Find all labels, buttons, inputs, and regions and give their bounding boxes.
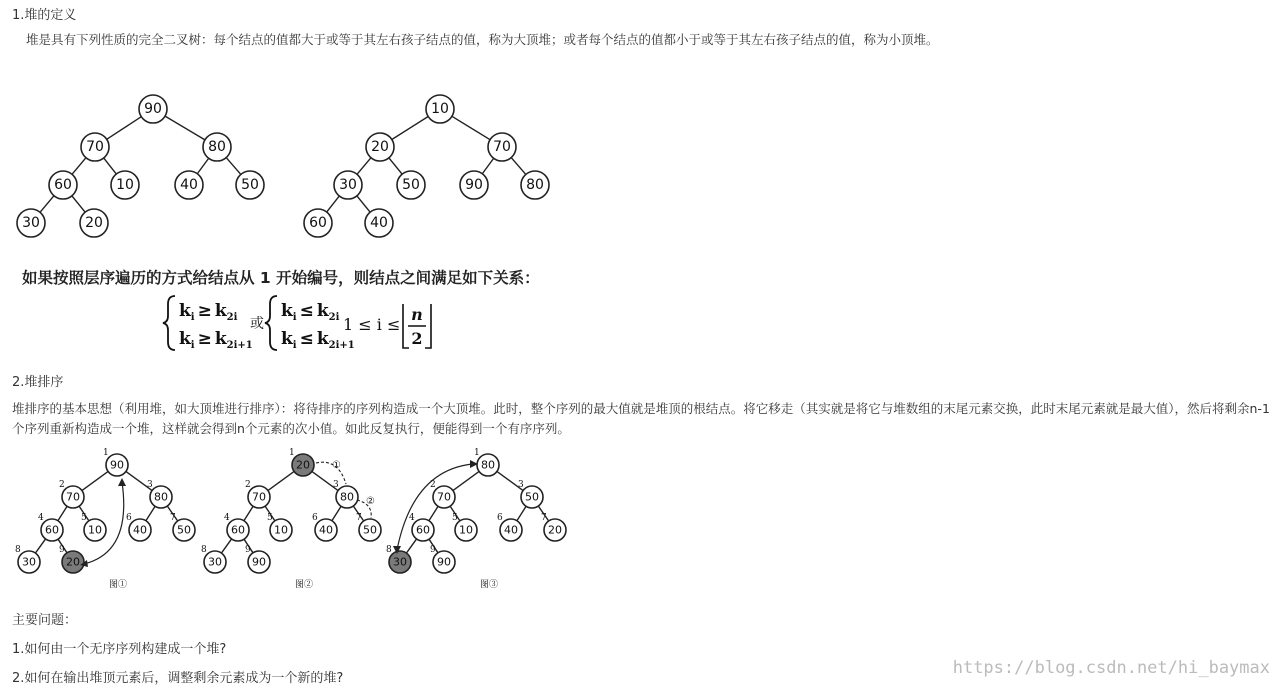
questions-title: 主要问题： <box>12 613 78 628</box>
formula-leq: ≤ <box>299 301 314 321</box>
formula-k: k <box>316 301 329 321</box>
max-heap-diagram <box>10 92 270 252</box>
tree-node-index: 1 <box>474 448 480 458</box>
formula-2i: 2i <box>328 312 340 323</box>
formula-k: k <box>281 301 293 321</box>
heapsort-figure-2 <box>198 448 393 592</box>
tree-node <box>455 519 477 541</box>
tree-node-value: 60 <box>54 177 72 193</box>
tree-edge <box>406 539 416 553</box>
formula-two: 2 <box>411 329 423 348</box>
tree-node-index: 9 <box>245 545 251 555</box>
tree-edge <box>72 196 85 212</box>
tree-node-value: 70 <box>86 139 104 155</box>
tree-node-value: 60 <box>231 523 245 537</box>
tree-node-value: 80 <box>481 458 495 472</box>
tree-node-index: 7 <box>356 513 362 523</box>
tree-node <box>389 551 411 573</box>
formula-i: i <box>190 312 195 323</box>
tree-node-index: 4 <box>38 513 44 523</box>
tree-edge <box>392 116 428 139</box>
tree-node-index: 1 <box>103 448 109 458</box>
tree-node-value: 20 <box>371 139 389 155</box>
tree-node-index: 5 <box>267 513 273 523</box>
tree-edge <box>35 539 45 553</box>
tree-node <box>248 551 270 573</box>
tree-node-index: 7 <box>541 513 547 523</box>
tree-node-value: 50 <box>402 177 420 193</box>
tree-node-index: 8 <box>15 545 21 555</box>
tree-node-value: 40 <box>319 523 333 537</box>
tree-node-value: 40 <box>504 523 518 537</box>
tree-edge <box>58 506 67 520</box>
tree-edge <box>82 471 108 490</box>
tree-node-index: 6 <box>497 513 503 523</box>
tree-edge <box>197 158 208 173</box>
formula-k: k <box>179 301 191 321</box>
tree-node-value: 60 <box>416 523 430 537</box>
tree-node <box>426 95 454 123</box>
tree-node <box>17 209 45 237</box>
tree-node-index: 6 <box>312 513 318 523</box>
tree-node-value: 10 <box>459 523 473 537</box>
formula-k: k <box>214 301 227 321</box>
tree-edge <box>146 506 155 520</box>
formula-k: k <box>316 329 329 349</box>
tree-node <box>412 519 434 541</box>
tree-node <box>150 486 172 508</box>
tree-node-value: 70 <box>66 490 80 504</box>
tree-node-index: 3 <box>147 480 153 490</box>
tree-node <box>236 171 264 199</box>
tree-node <box>81 133 109 161</box>
formula-i: i <box>292 312 297 323</box>
tree-node-value: 50 <box>363 523 377 537</box>
tree-node-value: 70 <box>437 490 451 504</box>
tree-edge <box>357 196 370 212</box>
watermark: https://blog.csdn.net/hi_baymax <box>952 658 1270 678</box>
heapsort-description: 堆排序的基本思想（利用堆，如大顶堆进行排序）：将待排序的序列构造成一个大顶堆。此时，整个序列的最大值就是堆顶的根结点。将它移走（其实就是将它与堆数组的末尾元素交换，此时末尾元素就是最大值），然后将剩余n-1个序列重新构造成一个堆，这样就会得到n个元素的次小值。如此反复执行，便能得到一个有序序列。 <box>12 401 1270 436</box>
heap-formula <box>165 290 445 360</box>
tree-node-index: 4 <box>409 513 415 523</box>
tree-node <box>41 519 63 541</box>
tree-node-index: 9 <box>59 545 65 555</box>
tree-node-value: 20 <box>548 523 562 537</box>
tree-node <box>477 454 499 476</box>
tree-node-value: 60 <box>309 215 327 231</box>
tree-node-index: 3 <box>518 480 524 490</box>
tree-node-value: 80 <box>340 490 354 504</box>
step-mark: ② <box>366 496 375 507</box>
tree-node <box>460 171 488 199</box>
figure-caption: 图① <box>109 580 128 590</box>
tree-node <box>334 171 362 199</box>
formula-i: i <box>292 340 297 351</box>
tree-node <box>359 519 381 541</box>
formula-2i1: 2i+1 <box>226 340 253 351</box>
tree-node-index: 8 <box>386 545 392 555</box>
heapsort-figure-3 <box>383 448 578 592</box>
tree-edge <box>332 506 341 520</box>
tree-node <box>544 519 566 541</box>
tree-node-index: 4 <box>224 513 230 523</box>
tree-node <box>304 209 332 237</box>
tree-node-value: 90 <box>144 101 162 117</box>
svg-text:ki≤k2i <box>281 301 340 323</box>
tree-node <box>203 133 231 161</box>
formula-range: 1 ≤ i ≤ <box>343 315 401 334</box>
formula-leq: ≤ <box>299 329 314 349</box>
question-2: 2.如何在输出堆顶元素后，调整剩余元素成为一个新的堆? <box>12 671 344 686</box>
tree-node-value: 80 <box>154 490 168 504</box>
tree-node-value: 10 <box>116 177 134 193</box>
tree-node-value: 70 <box>493 139 511 155</box>
tree-edge <box>482 158 493 173</box>
tree-node <box>204 551 226 573</box>
tree-node-value: 30 <box>22 215 40 231</box>
numbering-text: 如果按照层序遍历的方式给结点从 1 开始编号，则结点之间满足如下关系： <box>22 269 540 287</box>
tree-node <box>433 486 455 508</box>
tree-node <box>500 519 522 541</box>
tree-node-value: 10 <box>274 523 288 537</box>
tree-node <box>488 133 516 161</box>
tree-node-value: 50 <box>525 490 539 504</box>
tree-edge <box>327 196 340 212</box>
tree-node <box>397 171 425 199</box>
question-1: 1.如何由一个无序序列构建成一个堆? <box>12 642 227 657</box>
tree-node <box>80 209 108 237</box>
figure-caption: 图③ <box>480 580 499 590</box>
tree-edge <box>268 471 294 490</box>
tree-node-value: 20 <box>66 555 80 569</box>
tree-node <box>106 454 128 476</box>
tree-node-index: 3 <box>333 480 339 490</box>
tree-node-value: 10 <box>431 101 449 117</box>
tree-node-index: 5 <box>81 513 87 523</box>
tree-node <box>111 171 139 199</box>
tree-node-value: 90 <box>465 177 483 193</box>
svg-text:ki≥k2i+1 <box>179 329 253 351</box>
tree-node-value: 50 <box>177 523 191 537</box>
tree-node-value: 90 <box>110 458 124 472</box>
tree-node <box>173 519 195 541</box>
formula-i: i <box>190 340 195 351</box>
tree-node <box>270 519 292 541</box>
tree-node-value: 80 <box>208 139 226 155</box>
tree-node <box>62 551 84 573</box>
tree-edge <box>72 158 86 175</box>
tree-edge <box>104 158 117 174</box>
formula-2i1: 2i+1 <box>328 340 355 351</box>
tree-node <box>139 95 167 123</box>
tree-node-value: 20 <box>85 215 103 231</box>
tree-node-value: 40 <box>370 215 388 231</box>
tree-edge <box>40 196 54 213</box>
formula-geq: ≥ <box>197 329 212 349</box>
tree-node <box>227 519 249 541</box>
tree-node-value: 30 <box>22 555 36 569</box>
tree-node <box>336 486 358 508</box>
tree-edge <box>517 506 526 520</box>
tree-edge <box>511 158 526 175</box>
svg-text:ki≥k2i <box>179 301 238 323</box>
tree-node-index: 2 <box>245 480 251 490</box>
tree-edge <box>357 158 371 175</box>
tree-node <box>18 551 40 573</box>
tree-node-index: 5 <box>452 513 458 523</box>
tree-node-value: 50 <box>241 177 259 193</box>
tree-node-value: 60 <box>45 523 59 537</box>
figure-caption: 图② <box>295 580 314 590</box>
tree-node <box>433 551 455 573</box>
tree-node-index: 2 <box>59 480 65 490</box>
formula-n: n <box>411 305 423 324</box>
tree-edge <box>165 116 205 140</box>
tree-node <box>175 171 203 199</box>
formula-2i: 2i <box>226 312 238 323</box>
tree-node-value: 30 <box>393 555 407 569</box>
tree-node-value: 90 <box>437 555 451 569</box>
tree-node-value: 30 <box>339 177 357 193</box>
tree-node-value: 30 <box>208 555 222 569</box>
tree-node <box>248 486 270 508</box>
tree-node-index: 9 <box>430 545 436 555</box>
tree-node-index: 8 <box>201 545 207 555</box>
tree-node <box>315 519 337 541</box>
tree-node-value: 20 <box>296 458 310 472</box>
tree-node <box>49 171 77 199</box>
tree-node <box>129 519 151 541</box>
heap-definition: 堆是具有下列性质的完全二叉树：每个结点的值都大于或等于其左右孩子结点的值，称为大顶堆；或者每个结点的值都小于或等于其左右孩子结点的值，称为小顶堆。 <box>26 32 939 47</box>
tree-node-value: 80 <box>526 177 544 193</box>
tree-node <box>292 454 314 476</box>
tree-node <box>84 519 106 541</box>
tree-node-index: 2 <box>430 480 436 490</box>
tree-edge <box>221 539 231 553</box>
tree-node <box>366 133 394 161</box>
tree-node-value: 40 <box>180 177 198 193</box>
formula-or: 或 <box>250 316 264 332</box>
tree-node <box>521 171 549 199</box>
tree-node-index: 1 <box>289 448 295 458</box>
tree-node <box>521 486 543 508</box>
tree-edge <box>226 158 241 175</box>
tree-edge <box>107 117 142 140</box>
tree-node-value: 10 <box>88 523 102 537</box>
step-mark: ① <box>332 460 341 471</box>
formula-k: k <box>281 329 293 349</box>
tree-node <box>62 486 84 508</box>
section1-heading: 1.堆的定义 <box>12 8 77 23</box>
tree-node-value: 90 <box>252 555 266 569</box>
tree-node <box>365 209 393 237</box>
tree-edge <box>429 506 438 520</box>
section2-heading: 2.堆排序 <box>12 375 64 390</box>
formula-k: k <box>214 329 227 349</box>
tree-node-index: 6 <box>126 513 132 523</box>
heapsort-figure-1 <box>12 448 207 592</box>
tree-edge <box>244 506 253 520</box>
formula-geq: ≥ <box>197 301 212 321</box>
tree-edge <box>452 116 490 139</box>
min-heap-diagram <box>295 92 555 252</box>
tree-edge <box>453 471 479 490</box>
tree-node-value: 70 <box>252 490 266 504</box>
formula-k: k <box>179 329 191 349</box>
tree-node-index: 7 <box>170 513 176 523</box>
tree-edge <box>389 158 402 174</box>
tree-node-value: 40 <box>133 523 147 537</box>
